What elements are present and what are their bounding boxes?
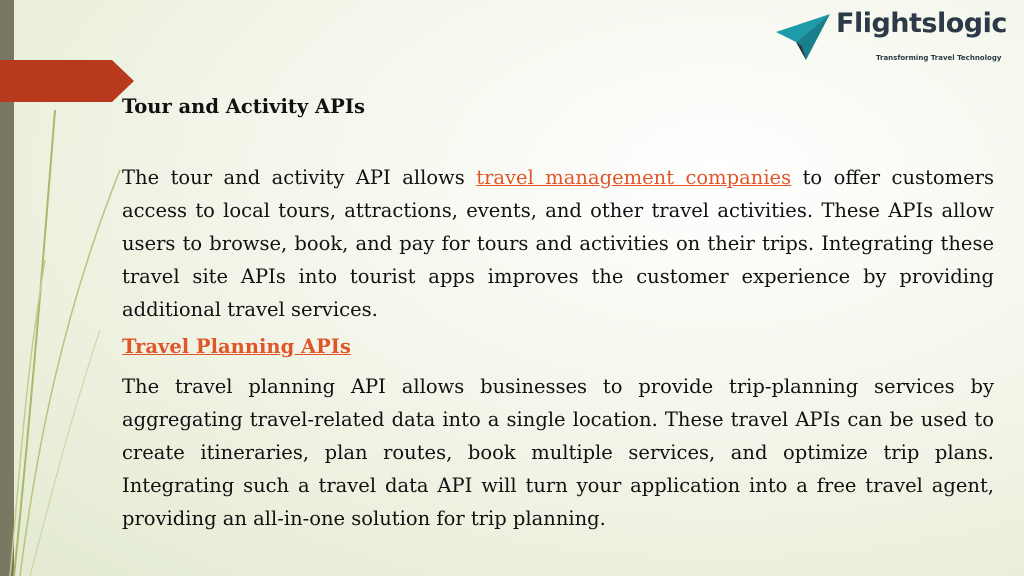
paragraph-text: The tour and activity API allows <box>122 166 477 189</box>
slide-content <box>122 90 994 535</box>
section-paragraph-tour-activity <box>122 161 994 326</box>
section-title-travel-planning-link[interactable]: Travel Planning APIs <box>122 335 351 358</box>
red-banner <box>0 60 134 102</box>
brand-tagline: Transforming Travel Technology <box>876 54 1002 62</box>
section-paragraph-travel-planning: The travel planning API allows businesses to provide trip-planning services by aggregating travel-related data into a single location. These travel APIs can be used to create itineraries, plan routes, book multiple services, and optimize trip plans. Integrating such a travel data API will turn your application into a free travel agent, providing an all-in-one solution for trip planning. <box>122 375 994 530</box>
section-title-tour-activity: Tour and Activity APIs <box>122 95 365 118</box>
brand-name: Flightslogic <box>836 8 1007 39</box>
travel-management-link[interactable]: travel management companies <box>476 166 792 189</box>
paragraph-text: to offer customers access to local tours, attractions, events, and other travel activities. These APIs allow users to browse, book, and pay for tours and activities on their trips. Integrating these travel site APIs into tourist apps improves the customer experience by providing additional travel services. <box>122 166 994 321</box>
paper-plane-icon <box>776 14 830 60</box>
